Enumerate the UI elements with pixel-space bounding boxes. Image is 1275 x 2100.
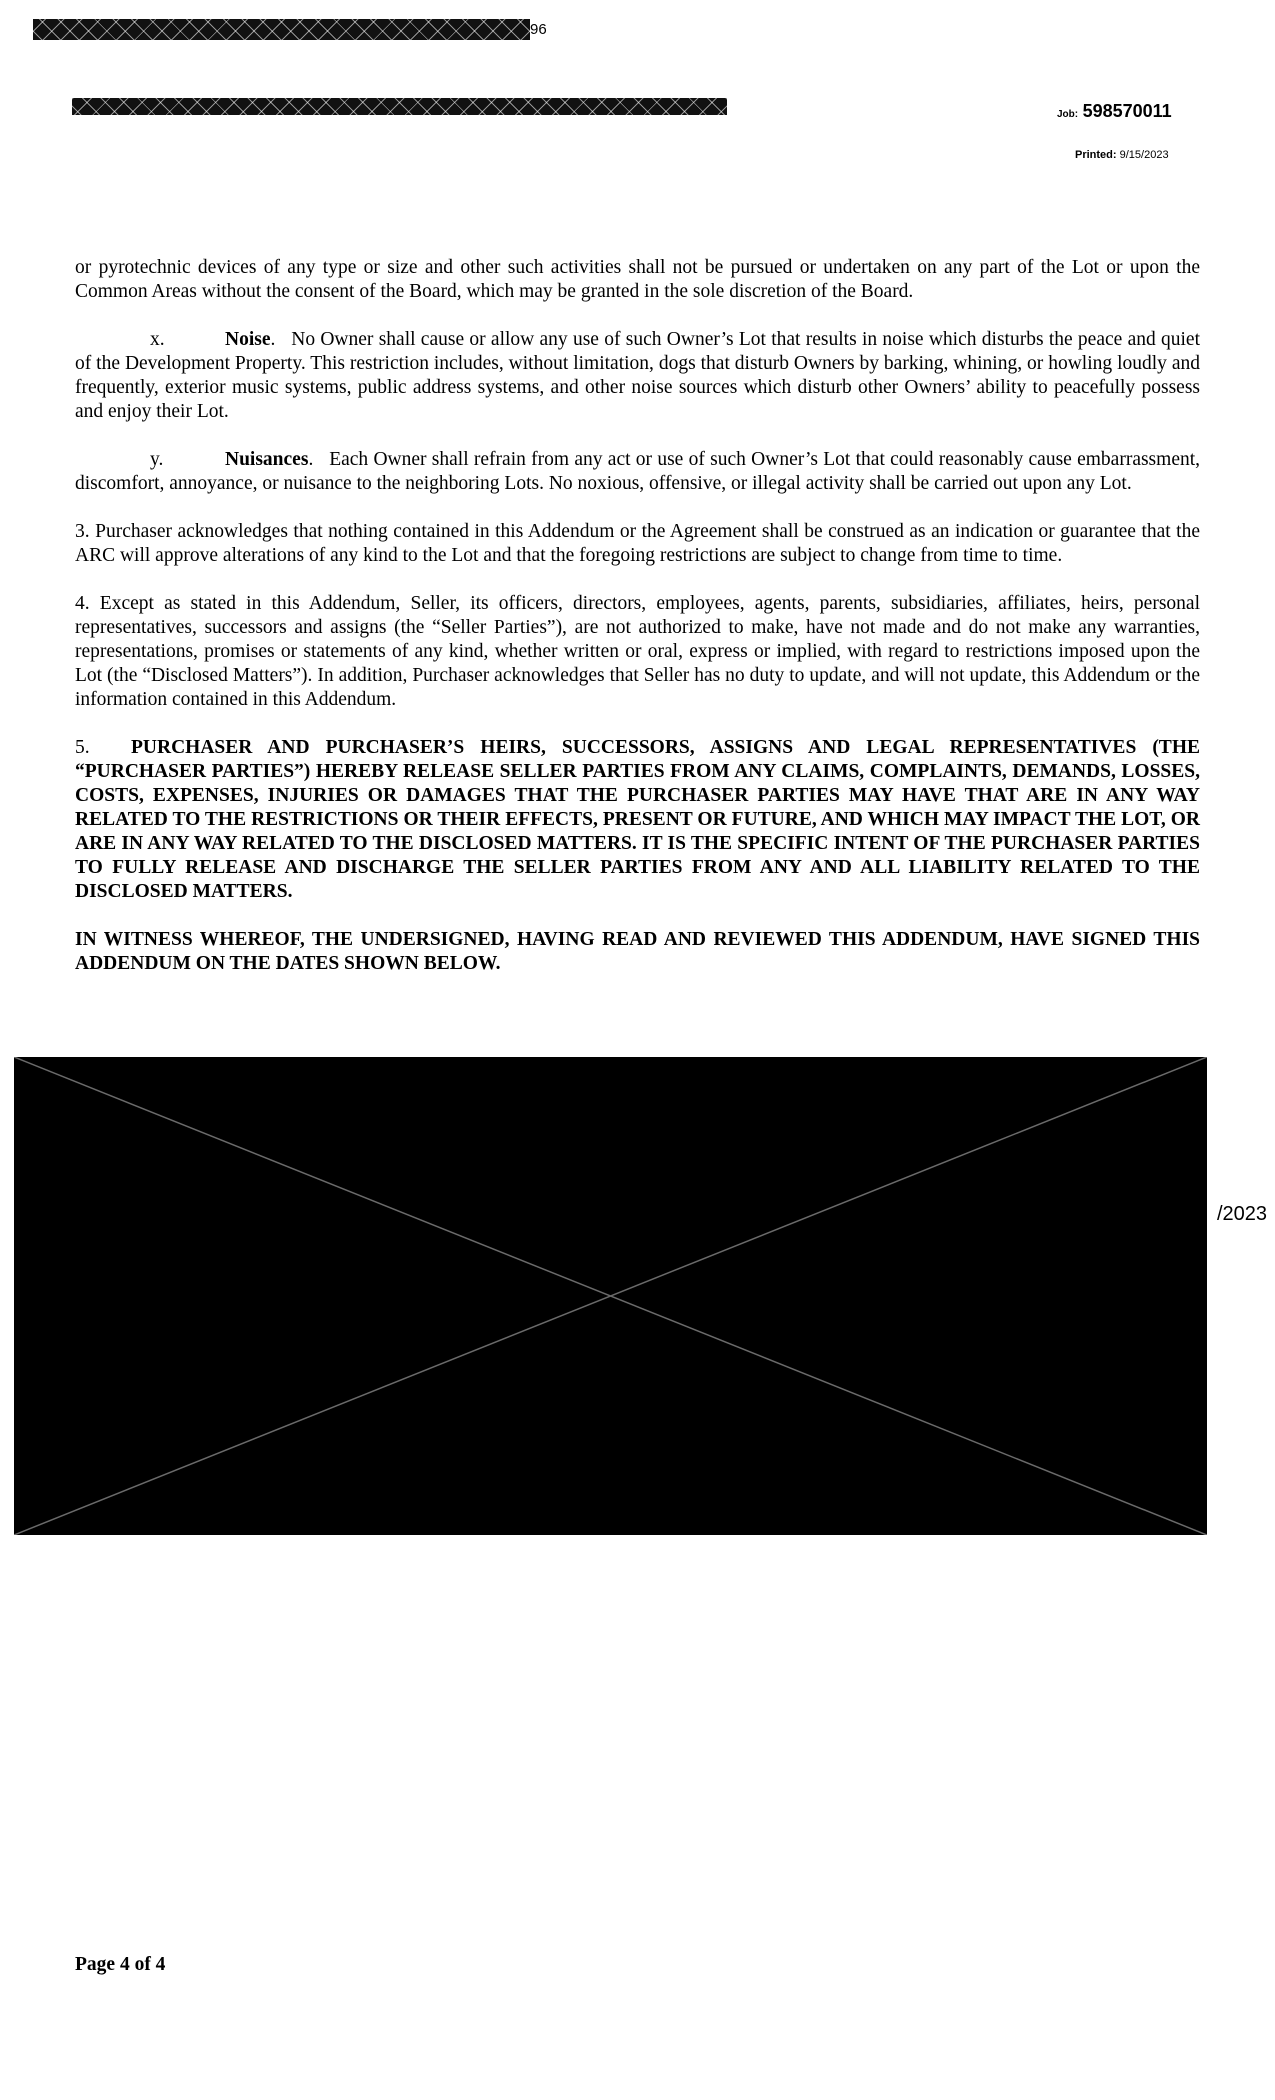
nuisances-text: Each Owner shall refrain from any act or use of such Owner’s Lot that could reasonably cause embarrassment, discomfort, annoyance, or nuisance to the neighboring Lots. No noxious, offensive, or illegal activity shall be carried out upon any Lot. xyxy=(75,449,1201,494)
nuisances-letter: y. xyxy=(150,449,164,470)
header-top-fragment: 96 xyxy=(530,21,547,38)
nuisances-title: Nuisances xyxy=(225,449,309,470)
printed-label: Printed: xyxy=(1075,149,1117,161)
paragraph-noise: x. Noise. No Owner shall cause or allow any use of such Owner’s Lot that results in noise which disturbs the peace and quiet of the Development Property. This restriction includes, without limitation, dogs that disturb Owners by barking, whining, or howling loudly and frequently, exterior music systems, public address systems, and other noise sources which disturb other Owners’ ability to peacefully possess and enjoy their Lot. xyxy=(75,329,1201,422)
job-number: 598570011 xyxy=(1082,101,1172,121)
paragraph-3: 3. Purchaser acknowledges that nothing contained in this Addendum or the Agreement shall be construed as an indication or guarantee that the ARC will approve alterations of any kind to the Lot and that the foregoing restrictions are subject to change from time to time. xyxy=(75,521,1200,566)
redacted-header-line xyxy=(72,98,727,115)
signature-date-suffix: /2023 xyxy=(1217,1203,1268,1225)
paragraph-5-text: PURCHASER AND PURCHASER’S HEIRS, SUCCESSORS, ASSIGNS AND LEGAL REPRESENTATIVES (THE “PURCHASER PARTIES”) HEREBY RELEASE SELLER PARTIES FROM ANY CLAIMS, COMPLAINTS, DEMANDS, LOSSES, COSTS, EXPENSES, INJURIES OR DAMAGES THAT THE PURCHASER PARTIES MAY HAVE THAT ARE IN ANY WAY RELATED TO THE RESTRICTIONS OR THEIR EFFECTS, PRESENT OR FUTURE, AND WHICH MAY IMPACT THE LOT, OR ARE IN ANY WAY RELATED TO THE DISCLOSED MATTERS. IT IS THE SPECIFIC INTENT OF THE PURCHASER PARTIES TO FULLY RELEASE AND DISCHARGE THE SELLER PARTIES FROM ANY AND ALL LIABILITY RELATED TO THE DISCLOSED MATTERS. xyxy=(75,737,1200,902)
noise-letter: x. xyxy=(150,329,165,350)
redacted-header-top xyxy=(33,19,530,40)
addendum-body xyxy=(75,256,1200,1000)
redaction-cross-icon xyxy=(14,1057,1207,1535)
paragraph-4: 4. Except as stated in this Addendum, Seller, its officers, directors, employees, agents, parents, subsidiaries, affiliates, heirs, personal representatives, successors and assigns (the “Seller Parties”), are not authorized to make, have not made and do not make any warranties, representations, promises or statements of any kind, whether written or oral, express or implied, with regard to restrictions imposed upon the Lot (the “Disclosed Matters”). In addition, Purchaser acknowledges that Seller has no duty to update, and will not update, this Addendum or the information contained in this Addendum. xyxy=(75,593,1200,710)
job-label: Job: xyxy=(1057,109,1079,120)
noise-title: Noise xyxy=(225,329,271,350)
noise-text: No Owner shall cause or allow any use of such Owner’s Lot that results in noise which disturbs the peace and quiet of the Development Property. This restriction includes, without limitation, dogs that disturb Owners by barking, whining, or howling loudly and frequently, exterior music systems, public address systems, and other noise sources which disturb other Owners’ ability to peacefully possess and enjoy their Lot. xyxy=(75,329,1201,422)
page-number: Page 4 of 4 xyxy=(75,1954,166,1975)
redacted-signature-block xyxy=(14,1057,1207,1535)
paragraph-intro: or pyrotechnic devices of any type or size and other such activities shall not be pursued or undertaken on any part of the Lot or upon the Common Areas without the consent of the Board, which may be granted in the sole discretion of the Board. xyxy=(75,257,1200,302)
printed-date: 9/15/2023 xyxy=(1119,149,1169,161)
paragraph-5 xyxy=(75,736,1200,904)
job-line xyxy=(1057,101,1172,122)
witness-statement: IN WITNESS WHEREOF, THE UNDERSIGNED, HAVING READ AND REVIEWED THIS ADDENDUM, HAVE SIGNED THIS ADDENDUM ON THE DATES SHOWN BELOW. xyxy=(75,929,1200,974)
printed-line xyxy=(1075,149,1169,161)
paragraph-5-number: 5. xyxy=(75,737,90,758)
paragraph-nuisances: y. Nuisances. Each Owner shall refrain from any act or use of such Owner’s Lot that could reasonably cause embarrassment, discomfort, annoyance, or nuisance to the neighboring Lots. No noxious, offensive, or illegal activity shall be carried out upon any Lot. xyxy=(75,449,1201,494)
